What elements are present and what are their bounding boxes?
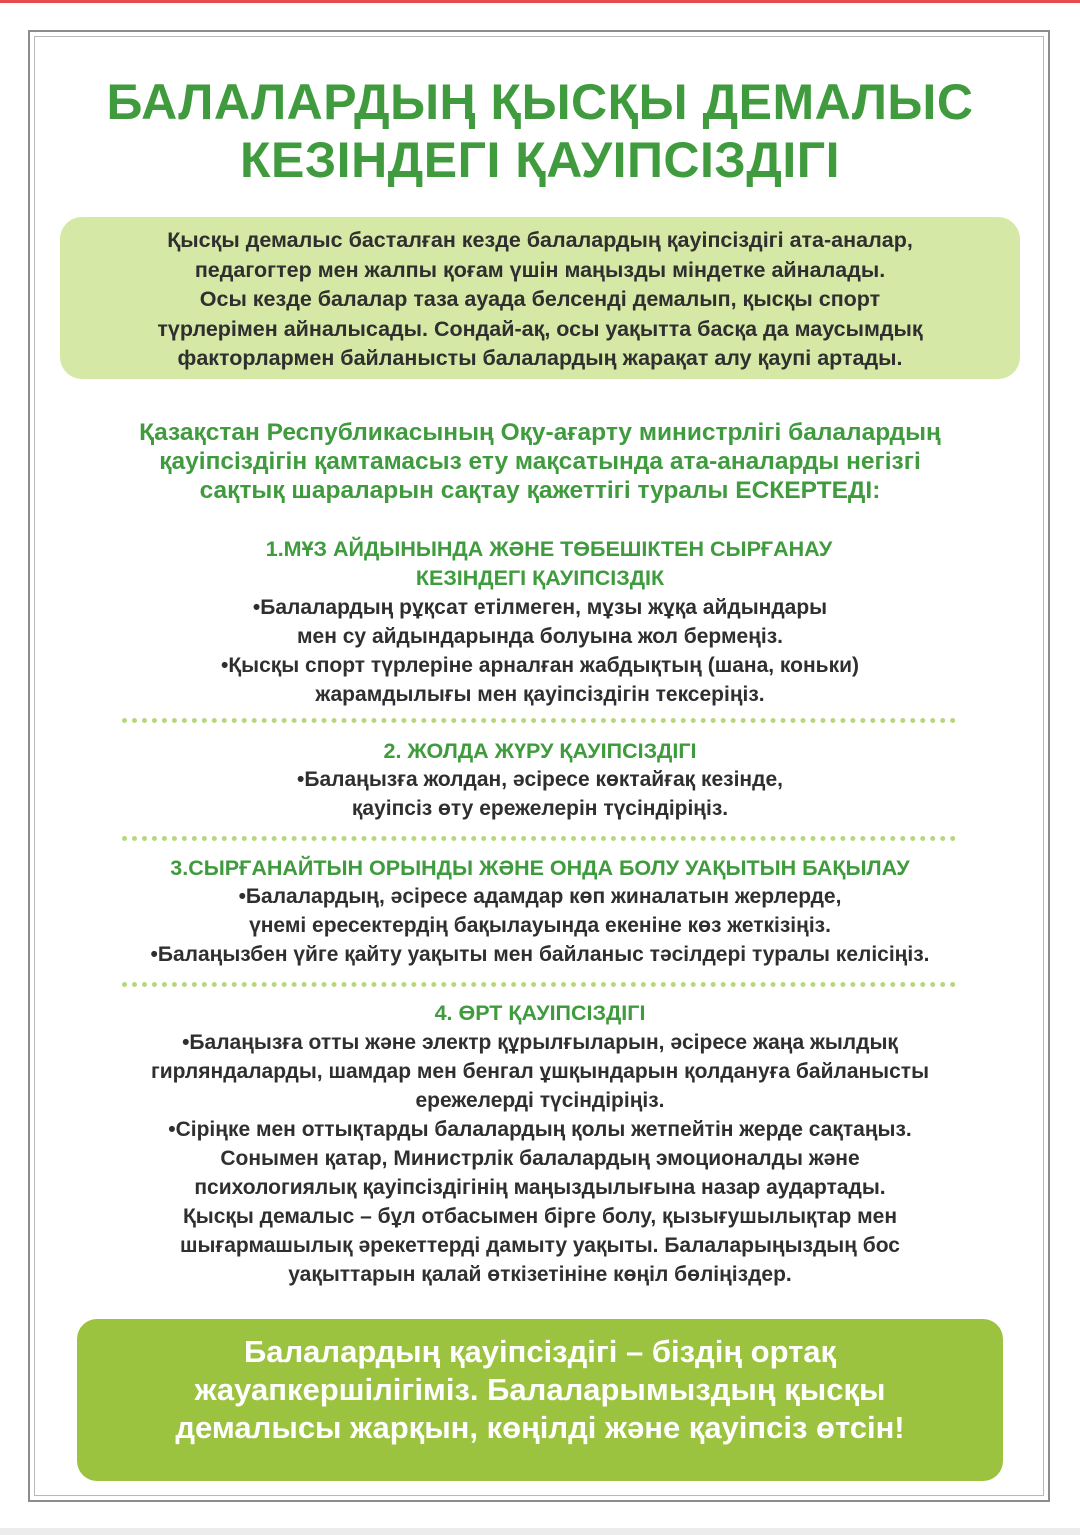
section-fire-title: [60, 999, 1020, 1028]
notice-line: қауіпсіздігін қамтамасыз ету мақсатында ата-аналарды негізгі: [159, 448, 921, 475]
section-divider: [122, 836, 956, 841]
section-body-line: психологиялық қауіпсіздігінің маңыздылығына назар аудартады.: [194, 1176, 886, 1199]
intro-text: [60, 226, 1020, 374]
section-sledding-body: [60, 882, 1020, 969]
section-road-title: [60, 737, 1020, 766]
section-title-line: КЕЗІНДЕГІ ҚАУІПСІЗДІК: [415, 566, 665, 590]
intro-line: факторлармен байланысты балалардың жарақат алу қаупі артады.: [177, 346, 903, 370]
section-body-line: уақыттарын қалай өткізетініне көңіл бөліңіздер.: [288, 1263, 792, 1286]
poster-title-line: КЕЗІНДЕГІ ҚАУІПСІЗДІГІ: [239, 132, 840, 188]
section-sledding-title: [60, 854, 1020, 883]
section-divider: [122, 982, 956, 987]
section-body-line: шығармашылық әрекеттерді дамыту уақыты. Балаларыңыздың бос: [180, 1234, 900, 1257]
notice-line: Қазақстан Республикасының Оқу-ағарту министрлігі балалардың: [139, 419, 941, 446]
section-ice-body: [60, 593, 1020, 709]
poster-title-line: БАЛАЛАРДЫҢ ҚЫСҚЫ ДЕМАЛЫС: [106, 74, 974, 130]
section-body-line: жарамдылығы мен қауіпсіздігін тексеріңіз.: [315, 683, 765, 706]
section-body-line: •Балалардың, әсіресе адамдар көп жиналатын жерлерде,: [238, 885, 842, 908]
section-body-line: Қысқы демалыс – бұл отбасымен бірге болу, қызығушылықтар мен: [182, 1205, 898, 1228]
closing-line: демалысы жарқын, көңілді және қауіпсіз өтсін!: [175, 1410, 905, 1445]
section-body-line: •Балаңызбен үйге қайту уақыты мен байланыс тәсілдері туралы келісіңіз.: [150, 943, 930, 966]
section-road-body: [60, 765, 1020, 823]
section-body-line: мен су айдындарында болуына жол бермеңіз.: [297, 625, 783, 648]
section-body-line: •Балалардың рұқсат етілмеген, мұзы жұқа айдындары: [252, 596, 828, 619]
intro-line: түрлерімен айналысады. Сондай-ақ, осы уақытта басқа да маусымдық: [157, 316, 923, 341]
intro-line: педагогтер мен жалпы қоғам үшін маңызды міндетке айналады.: [194, 257, 886, 282]
section-body-line: •Сіріңке мен оттықтарды балалардың қолы жетпейтін жерде сақтаңыз.: [168, 1118, 912, 1141]
section-body-line: •Қысқы спорт түрлеріне арналған жабдықтың (шана, коньки): [220, 654, 859, 677]
section-body-line: ережелерді түсіндіріңіз.: [415, 1089, 665, 1112]
intro-line: Қысқы демалыс басталған кезде балалардың қауіпсіздігі ата-аналар,: [167, 228, 913, 252]
notice-line: сақтық шараларын сақтау қажеттігі туралы ЕСКЕРТЕДІ:: [199, 477, 881, 504]
poster-title: [40, 73, 1040, 189]
closing-line: жауапкершілігіміз. Балаларымыздың қысқы: [194, 1372, 886, 1407]
closing-line: Балалардың қауіпсіздігі – біздің ортақ: [243, 1334, 837, 1369]
section-title-line: 3.СЫРҒАНАЙТЫН ОРЫНДЫ ЖӘНЕ ОНДА БОЛУ УАҚЫТЫН БАҚЫЛАУ: [170, 856, 910, 880]
section-body-line: қауіпсіз өту ережелерін түсіндіріңіз.: [351, 797, 729, 820]
section-body-line: Сонымен қатар, Министрлік балалардың эмоционалды және: [220, 1147, 860, 1170]
section-fire-body: [60, 1028, 1020, 1289]
ministry-notice: [40, 418, 1040, 505]
section-title-line: 2. ЖОЛДА ЖҮРУ ҚАУІПСІЗДІГІ: [383, 739, 697, 763]
closing-message: [77, 1333, 1003, 1447]
section-body-line: үнемі ересектердің бақылауында екеніне көз жеткізіңіз.: [249, 914, 831, 937]
section-title-line: 4. ӨРТ ҚАУІПСІЗДІГІ: [434, 1001, 646, 1025]
intro-line: Осы кезде балалар таза ауада белсенді демалып, қысқы спорт: [199, 287, 881, 311]
section-divider: [122, 718, 956, 723]
section-body-line: •Балаңызға отты және электр құрылғыларын, әсіресе жаңа жылдық: [182, 1031, 898, 1054]
section-title-line: 1.МҰЗ АЙДЫНЫНДА ЖӘНЕ ТӨБЕШІКТЕН СЫРҒАНАУ: [265, 537, 833, 561]
section-body-line: •Балаңызға жолдан, әсіресе көктайғақ кезінде,: [297, 768, 783, 791]
section-ice-title: [60, 535, 1020, 593]
poster-page: [0, 3, 1080, 1528]
section-body-line: гирляндаларды, шамдар мен бенгал ұшқындарын қолдануға байланысты: [150, 1060, 930, 1083]
